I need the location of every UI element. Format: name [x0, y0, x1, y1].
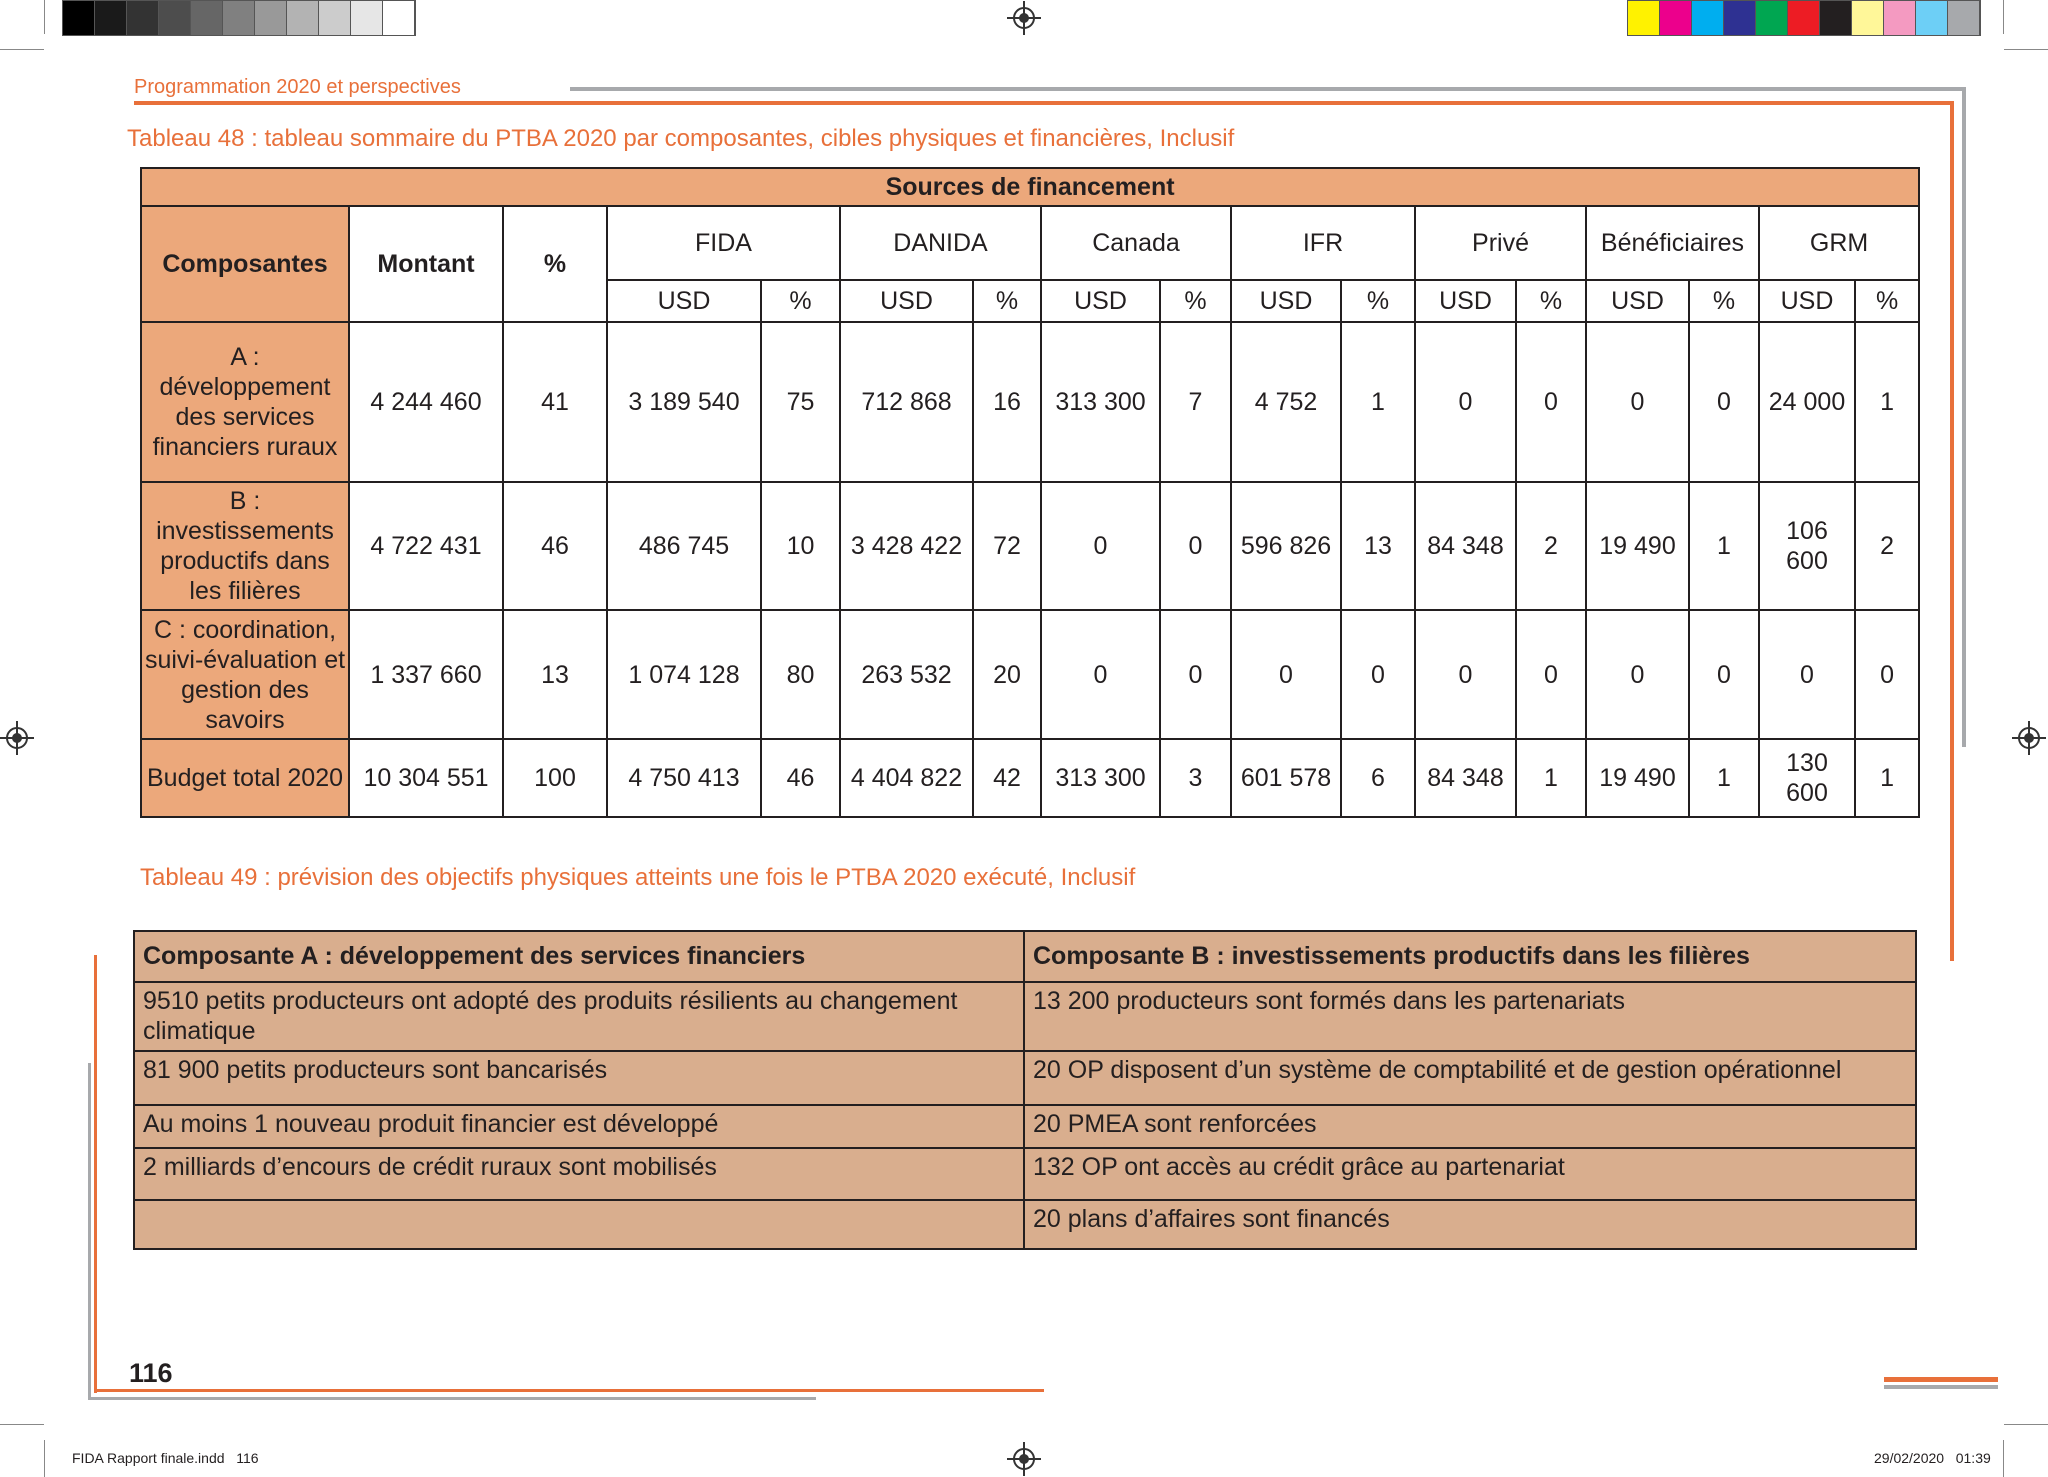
registration-mark-top — [1013, 7, 1035, 29]
cell-montant: 4 244 460 — [349, 322, 503, 482]
cell: 313 300 — [1041, 322, 1160, 482]
color-swatch — [1852, 1, 1884, 35]
color-swatch — [1660, 1, 1692, 35]
crop-mark — [0, 49, 44, 50]
color-swatch — [1628, 1, 1660, 35]
footer-rule-right-orange — [1884, 1377, 1998, 1382]
cell: 0 — [1516, 322, 1586, 482]
crop-mark — [2004, 1424, 2048, 1425]
table-row — [134, 1105, 1916, 1148]
running-title: Programmation 2020 et perspectives — [134, 76, 461, 98]
cell: 10 — [761, 482, 840, 610]
color-swatch — [1820, 1, 1852, 35]
gray-swatch — [127, 1, 159, 35]
sub-pct: % — [1689, 280, 1759, 322]
cell: 596 826 — [1231, 482, 1341, 610]
sub-usd: USD — [840, 280, 973, 322]
funder-header: FIDA — [607, 206, 840, 280]
cell-a: Au moins 1 nouveau produit financier est développé — [134, 1105, 1024, 1148]
registration-mark-left — [6, 727, 28, 749]
row-label: B : investissements productifs dans les filières — [141, 482, 349, 610]
cell: 263 532 — [840, 610, 973, 739]
table-row — [141, 482, 1919, 610]
funder-header: Canada — [1041, 206, 1231, 280]
col-montant-header: Montant — [349, 206, 503, 322]
crop-mark — [44, 1440, 45, 1477]
cell-b: 20 OP disposent d’un système de comptabilité et de gestion opérationnel — [1024, 1051, 1916, 1105]
cell: 75 — [761, 322, 840, 482]
cell: 0 — [1689, 610, 1759, 739]
table-row — [141, 322, 1919, 482]
cell: 0 — [1586, 610, 1689, 739]
cell: 80 — [761, 610, 840, 739]
gray-swatch — [95, 1, 127, 35]
sub-pct: % — [973, 280, 1041, 322]
cell-a: 9510 petits producteurs ont adopté des produits résilients au changement climatique — [134, 982, 1024, 1051]
cell: 4 750 413 — [607, 739, 761, 817]
sub-usd: USD — [1586, 280, 1689, 322]
color-swatch — [1948, 1, 1980, 35]
cell: 0 — [1231, 610, 1341, 739]
table-row-total — [141, 739, 1919, 817]
table49-caption: Tableau 49 : prévision des objectifs physiques atteints une fois le PTBA 2020 exécuté, Inclusif — [140, 864, 1136, 891]
funder-header: IFR — [1231, 206, 1415, 280]
col-b-header: Composante B : investissements productifs dans les filières — [1024, 931, 1916, 982]
cell: 6 — [1341, 739, 1415, 817]
cell: 0 — [1041, 610, 1160, 739]
footer-rule-gray-vertical — [88, 1063, 91, 1398]
color-swatch — [1692, 1, 1724, 35]
footer-rule-orange — [94, 1389, 1044, 1392]
crop-mark — [44, 0, 45, 34]
cell: 84 348 — [1415, 482, 1516, 610]
footer-rule-gray — [88, 1397, 816, 1400]
gray-swatch — [351, 1, 383, 35]
cell-b: 20 plans d’affaires sont financés — [1024, 1200, 1916, 1249]
cell: 0 — [1341, 610, 1415, 739]
cell-pct: 13 — [503, 610, 607, 739]
sources-header: Sources de financement — [141, 168, 1919, 206]
cell: 3 428 422 — [840, 482, 973, 610]
crop-mark — [2003, 0, 2004, 34]
color-swatch — [1788, 1, 1820, 35]
gray-swatch — [191, 1, 223, 35]
slug-date: 29/02/2020 01:39 — [1874, 1450, 1991, 1466]
cell-pct: 100 — [503, 739, 607, 817]
sub-usd: USD — [1415, 280, 1516, 322]
cell-a — [134, 1200, 1024, 1249]
color-swatch — [1884, 1, 1916, 35]
row-label: A : développement des services financiers ruraux — [141, 322, 349, 482]
sub-pct: % — [1855, 280, 1919, 322]
table-row — [134, 1200, 1916, 1249]
cell: 3 — [1160, 739, 1231, 817]
sub-pct: % — [1160, 280, 1231, 322]
gray-swatch — [223, 1, 255, 35]
cell: 0 — [1160, 482, 1231, 610]
table-row — [141, 610, 1919, 739]
sub-pct: % — [761, 280, 840, 322]
cell: 24 000 — [1759, 322, 1855, 482]
color-swatch — [1916, 1, 1948, 35]
cell: 712 868 — [840, 322, 973, 482]
table-row — [134, 1051, 1916, 1105]
color-swatch — [1724, 1, 1756, 35]
gray-swatch — [255, 1, 287, 35]
cell-b: 132 OP ont accès au crédit grâce au partenariat — [1024, 1148, 1916, 1200]
cell: 4 752 — [1231, 322, 1341, 482]
cell-montant: 1 337 660 — [349, 610, 503, 739]
cell: 1 — [1689, 739, 1759, 817]
table48-caption: Tableau 48 : tableau sommaire du PTBA 2020 par composantes, cibles physiques et financières, Inclusif — [127, 125, 1235, 152]
cell-a: 81 900 petits producteurs sont bancarisés — [134, 1051, 1024, 1105]
funder-header: Bénéficiaires — [1586, 206, 1759, 280]
sub-pct: % — [1516, 280, 1586, 322]
gray-swatch — [159, 1, 191, 35]
cell: 19 490 — [1586, 482, 1689, 610]
header-rule-gray — [570, 87, 1966, 91]
slug-file: FIDA Rapport finale.indd 116 — [72, 1450, 259, 1466]
table-row — [134, 1148, 1916, 1200]
table48 — [140, 167, 1920, 818]
gray-swatch — [319, 1, 351, 35]
cell: 1 — [1855, 739, 1919, 817]
cell: 20 — [973, 610, 1041, 739]
cell-pct: 41 — [503, 322, 607, 482]
cell: 2 — [1516, 482, 1586, 610]
cell: 42 — [973, 739, 1041, 817]
cell: 1 — [1689, 482, 1759, 610]
grayscale-color-bar — [62, 0, 416, 36]
gray-swatch — [383, 1, 415, 35]
cell-montant: 10 304 551 — [349, 739, 503, 817]
cell: 1 — [1855, 322, 1919, 482]
cell: 0 — [1160, 610, 1231, 739]
col-pct-header: % — [503, 206, 607, 322]
cell: 0 — [1041, 482, 1160, 610]
registration-mark-right — [2018, 727, 2040, 749]
page-number: 116 — [129, 1358, 173, 1388]
cell: 486 745 — [607, 482, 761, 610]
crop-mark — [0, 1424, 44, 1425]
color-swatch — [1756, 1, 1788, 35]
cell-pct: 46 — [503, 482, 607, 610]
col-composantes-header: Composantes — [141, 206, 349, 322]
footer-rule-orange-vertical — [94, 955, 97, 1393]
cell: 46 — [761, 739, 840, 817]
cell: 1 — [1516, 739, 1586, 817]
cell: 0 — [1855, 610, 1919, 739]
table49 — [133, 930, 1917, 1250]
cell-a: 2 milliards d’encours de crédit ruraux sont mobilisés — [134, 1148, 1024, 1200]
gray-swatch — [63, 1, 95, 35]
cell: 313 300 — [1041, 739, 1160, 817]
funder-header: GRM — [1759, 206, 1919, 280]
cell: 130 600 — [1759, 739, 1855, 817]
cell-b: 20 PMEA sont renforcées — [1024, 1105, 1916, 1148]
sub-usd: USD — [1759, 280, 1855, 322]
sub-usd: USD — [607, 280, 761, 322]
cell: 84 348 — [1415, 739, 1516, 817]
cell: 0 — [1759, 610, 1855, 739]
col-a-header: Composante A : développement des services financiers — [134, 931, 1024, 982]
cell-b: 13 200 producteurs sont formés dans les partenariats — [1024, 982, 1916, 1051]
sub-usd: USD — [1231, 280, 1341, 322]
row-label: C : coordination, suivi-évaluation et gestion des savoirs — [141, 610, 349, 739]
cell: 1 — [1341, 322, 1415, 482]
footer-rule-right-gray — [1884, 1385, 1998, 1389]
cell: 0 — [1689, 322, 1759, 482]
cmyk-color-bar — [1627, 0, 1981, 36]
header-rule-orange — [134, 101, 1954, 105]
row-label: Budget total 2020 — [141, 739, 349, 817]
registration-mark-bottom — [1013, 1448, 1035, 1470]
gray-swatch — [287, 1, 319, 35]
cell: 0 — [1516, 610, 1586, 739]
crop-mark — [2004, 49, 2048, 50]
sub-pct: % — [1341, 280, 1415, 322]
cell: 601 578 — [1231, 739, 1341, 817]
cell: 0 — [1586, 322, 1689, 482]
funder-header: DANIDA — [840, 206, 1041, 280]
cell: 72 — [973, 482, 1041, 610]
cell: 13 — [1341, 482, 1415, 610]
cell-montant: 4 722 431 — [349, 482, 503, 610]
table-row — [134, 982, 1916, 1051]
cell: 7 — [1160, 322, 1231, 482]
cell: 0 — [1415, 610, 1516, 739]
cell: 16 — [973, 322, 1041, 482]
header-rule-orange-vertical — [1950, 101, 1954, 961]
crop-mark — [2003, 1440, 2004, 1477]
cell: 2 — [1855, 482, 1919, 610]
cell: 3 189 540 — [607, 322, 761, 482]
cell: 0 — [1415, 322, 1516, 482]
funder-header: Privé — [1415, 206, 1586, 280]
cell: 1 074 128 — [607, 610, 761, 739]
cell: 19 490 — [1586, 739, 1689, 817]
header-rule-gray-vertical — [1962, 87, 1966, 747]
cell: 4 404 822 — [840, 739, 973, 817]
cell: 106 600 — [1759, 482, 1855, 610]
sub-usd: USD — [1041, 280, 1160, 322]
